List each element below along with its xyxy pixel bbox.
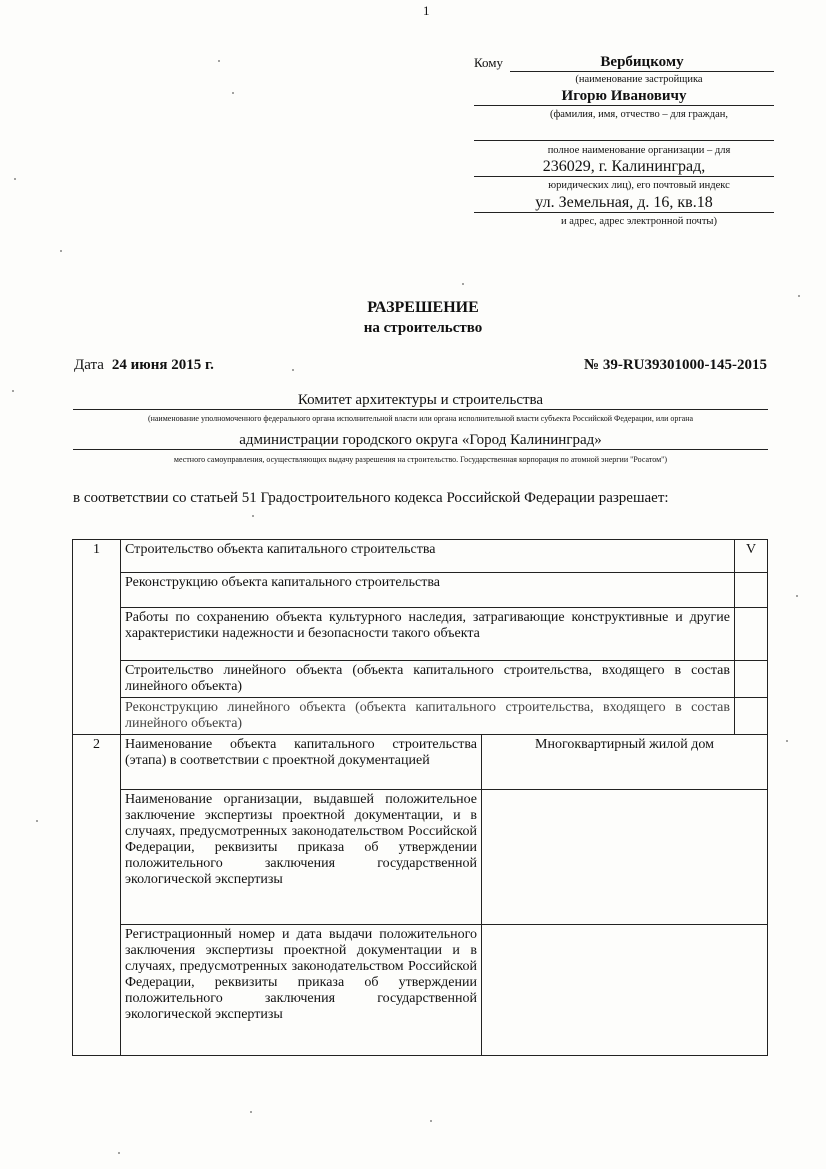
authority-line-1: Комитет архитектуры и строительства bbox=[73, 392, 768, 410]
section1-row bbox=[73, 540, 768, 573]
section2-row bbox=[73, 735, 768, 790]
hint-fio: (фамилия, имя, отчество – для граждан, bbox=[549, 109, 729, 120]
section2-label: Наименование организации, выдавшей положительное заключение экспертизы проектной документации, и в случаях, предусмотренных законодательством Российской Федерации, реквизиты приказа об утверждении положительного заключения государственной экологической экспертизы bbox=[121, 790, 482, 925]
section1-item-mark: V bbox=[735, 540, 768, 573]
section1-row bbox=[73, 661, 768, 698]
permit-table bbox=[72, 539, 768, 1056]
permit-number: № 39-RU39301000-145-2015 bbox=[584, 357, 767, 373]
authority-hint-1: (наименование уполномоченного федерального органа исполнительной власти или органа исполнительной власти субъекта Российской Федерации, или органа bbox=[147, 414, 694, 423]
hint-developer: (наименование застройщика bbox=[575, 74, 703, 85]
intro-paragraph: в соответствии со статьей 51 Градостроительного кодекса Российской Федерации разрешает: bbox=[73, 490, 669, 506]
authority-line-2: администрации городского округа «Город Калининград» bbox=[73, 432, 768, 450]
section1-item-text: Реконструкцию объекта капитального строительства bbox=[121, 573, 735, 608]
document-title: РАЗРЕШЕНИЕ bbox=[367, 299, 479, 316]
addressee-city: 236029, г. Калининград, bbox=[474, 158, 774, 177]
section1-item-text: Реконструкцию линейного объекта (объекта капитального строительства, входящего в состав линейного объекта) bbox=[121, 698, 735, 735]
date-label: Дата bbox=[74, 357, 104, 373]
section2-label: Регистрационный номер и дата выдачи положительного заключения экспертизы проектной документации и в случаях, предусмотренных законодательством Российской Федерации, реквизиты приказа об утверждении положительного заключения государственной экологической экспертизы bbox=[121, 925, 482, 1056]
section2-label: Наименование объекта капитального строительства (этапа) в соответствии с проектной документацией bbox=[121, 735, 482, 790]
section2-value bbox=[482, 790, 768, 925]
section2-value bbox=[482, 925, 768, 1056]
section1-item-mark bbox=[735, 698, 768, 735]
page-number: 1 bbox=[423, 3, 430, 18]
section1-number: 1 bbox=[73, 540, 121, 735]
document-subtitle: на строительство bbox=[363, 320, 483, 336]
section2-row bbox=[73, 790, 768, 925]
section2-row bbox=[73, 925, 768, 1056]
section1-row bbox=[73, 573, 768, 608]
hint-org: полное наименование организации – для bbox=[547, 145, 731, 156]
section2-value: Многоквартирный жилой дом bbox=[482, 735, 768, 790]
hint-address: и адрес, адрес электронной почты) bbox=[561, 216, 717, 227]
section1-row bbox=[73, 608, 768, 661]
section2-number: 2 bbox=[73, 735, 121, 1056]
section1-row bbox=[73, 698, 768, 735]
addressee-name: Игорю Ивановичу bbox=[474, 88, 774, 106]
authority-hint-2: местного самоуправления, осуществляющих выдачу разрешения на строительство. Государственная корпорация по атомной энергии "Росатом") bbox=[173, 455, 668, 464]
section1-item-text: Строительство объекта капитального строительства bbox=[121, 540, 735, 573]
section1-item-mark bbox=[735, 573, 768, 608]
addressee-surname: Вербицкому bbox=[510, 54, 774, 72]
section1-item-mark bbox=[735, 608, 768, 661]
addressee-blank-line bbox=[474, 124, 774, 141]
section1-item-text: Строительство линейного объекта (объекта капитального строительства, входящего в состав линейного объекта) bbox=[121, 661, 735, 698]
hint-legal: юридических лиц), его почтовый индекс bbox=[548, 180, 730, 191]
addressee-street: ул. Земельная, д. 16, кв.18 bbox=[474, 194, 774, 213]
section1-item-mark bbox=[735, 661, 768, 698]
to-label: Кому bbox=[474, 55, 504, 70]
date-row bbox=[74, 357, 214, 374]
date-value: 24 июня 2015 г. bbox=[111, 357, 214, 373]
section1-item-text: Работы по сохранению объекта культурного наследия, затрагивающие конструктивные и другие характеристики надежности и безопасности такого объекта bbox=[121, 608, 735, 661]
